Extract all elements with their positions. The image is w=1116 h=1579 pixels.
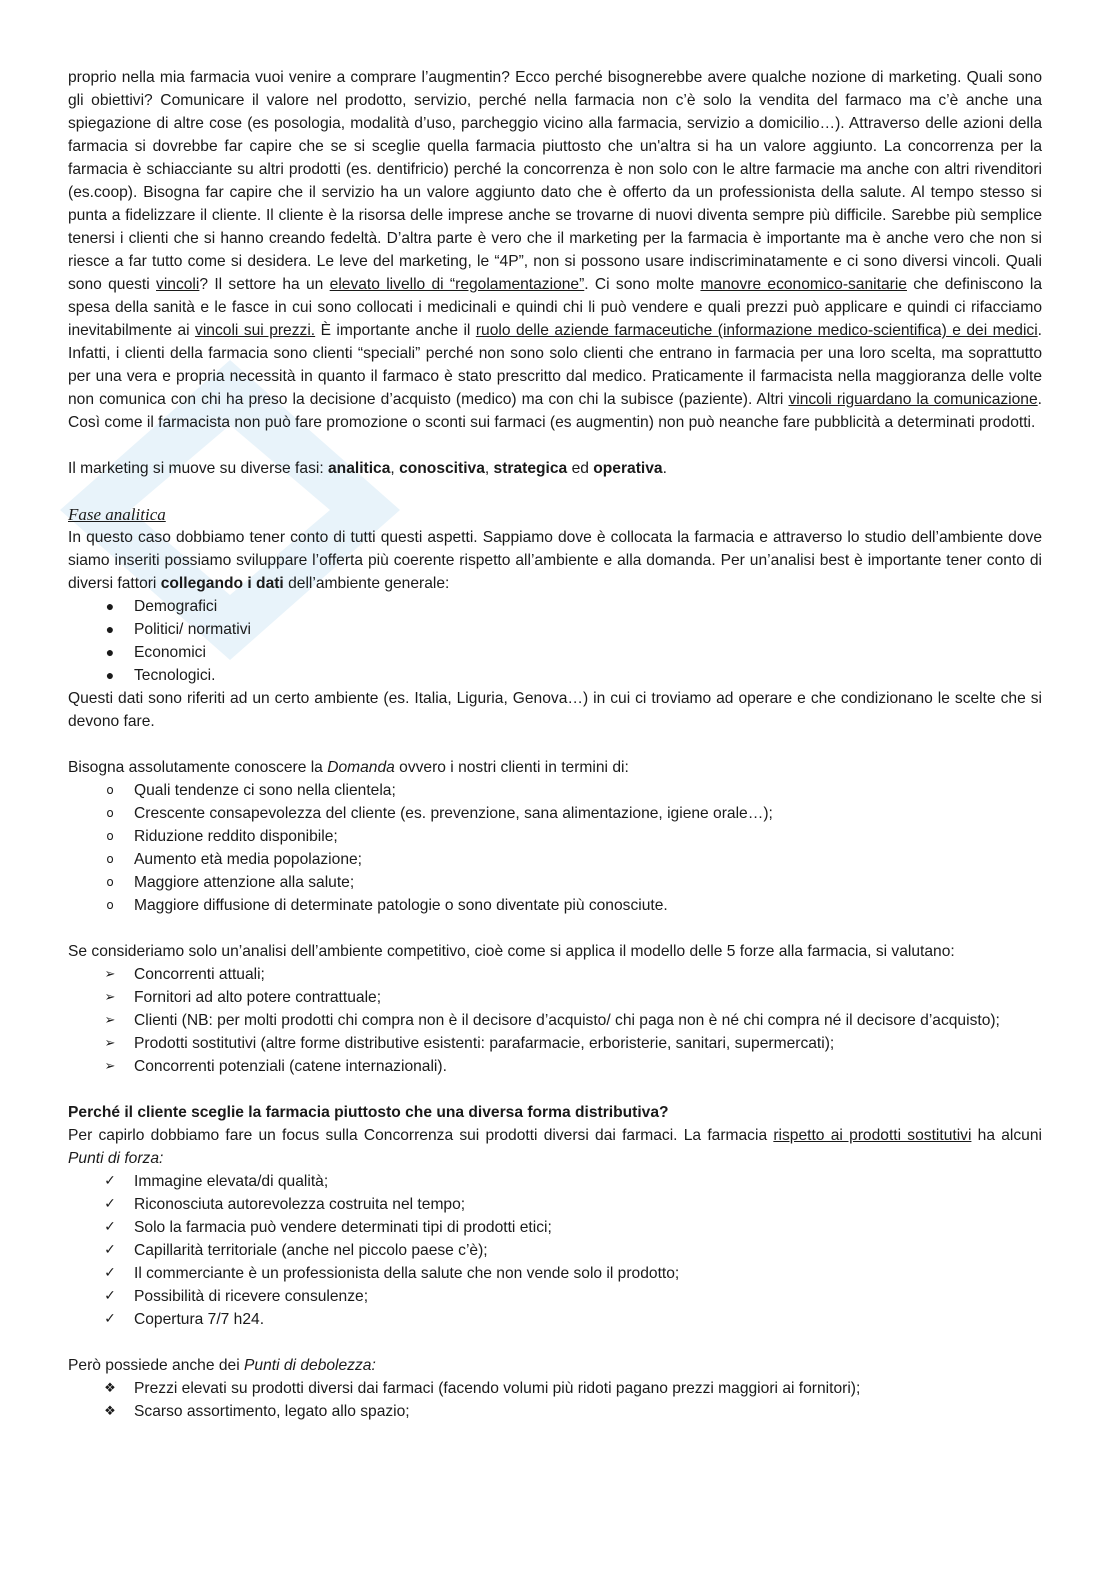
- strengths-list: [68, 1170, 1042, 1331]
- circle-bullet-icon: o: [106, 829, 114, 843]
- weaknesses-list: [68, 1377, 1042, 1423]
- list-item: ✓ Copertura 7/7 h24.: [68, 1308, 1042, 1331]
- check-icon: ✓: [104, 1196, 116, 1212]
- list-item: ● Tecnologici.: [68, 664, 1042, 687]
- list-item: ● Demografici: [68, 595, 1042, 618]
- underline-regolamentazione: elevato livello di “regolamentazione”: [329, 276, 585, 293]
- list-item: o Quali tendenze ci sono nella clientela;: [68, 779, 1042, 802]
- check-icon: ✓: [104, 1173, 116, 1189]
- underline-prezzi: vincoli sui prezzi.: [195, 322, 316, 339]
- list-item: ● Economici: [68, 641, 1042, 664]
- list-item: ✓ Solo la farmacia può vendere determinati tipi di prodotti etici;: [68, 1216, 1042, 1239]
- check-icon: ✓: [104, 1242, 116, 1258]
- list-item: ❖ Prezzi elevati su prodotti diversi dai farmaci (facendo volumi più ridoti pagano prezzi maggiori ai fornitori);: [68, 1377, 1042, 1400]
- check-icon: ✓: [104, 1265, 116, 1281]
- circle-bullet-icon: o: [106, 852, 114, 866]
- list-item: ✓ Riconosciuta autorevolezza costruita nel tempo;: [68, 1193, 1042, 1216]
- underline-comunicazione: vincoli riguardano la comunicazione: [788, 391, 1038, 408]
- arrow-bullet-icon: ➢: [104, 1059, 116, 1074]
- intro-paragraph: proprio nella mia farmacia vuoi venire a comprare l’augmentin? Ecco perché bisognerebbe avere qualche nozione di marketing. Quali sono gli obiettivi? Comunicare il valore nel prodotto, servizio, perché nella farmacia non c’è solo la vendita del farmaco ma c’è anche una spiegazione di altre cose (es posologia, modalità d’uso, parcheggio vicino alla farmacia, servizio a domicilio…). Attraverso delle azioni della farmacia si dovrebbe far capire che se si sceglie quella farmacia piuttosto che un'altra si ha un valore aggiunto. La concorrenza per la farmacia è schiacciante su altri prodotti (es. dentifricio) perché la concorrenza è non solo con le altre farmacie ma anche con altri rivenditori (es.coop). Bisogna far capire che il servizio ha un valore aggiunto dato che è offerto da un professionista della salute. Al tempo stesso si punta a fidelizzare il cliente. Il cliente è la risorsa delle imprese anche se trovarne di nuovi diventa sempre più difficile. Sarebbe più semplice tenersi i clienti che si hanno creando fedeltà. D’altra parte è vero che il marketing per la farmacia è importante ma è anche vero che non si riesce a far tutto come si desidera. Le leve del marketing, le “4P”, non si possono usare indiscriminatamente e ci sono diversi vincoli. Quali sono questi vincoli? Il settore ha un elevato livello di “regolamentazione”. Ci sono molte manovre economico-sanitarie che definiscono la spesa della sanità e le fasce in cui sono collocati i medicinali e quindi chi li può vendere e quali prezzi può applicare e quindi ci rifacciamo inevitabilmente ai vincoli sui prezzi. È importante anche il ruolo delle aziende farmaceutiche (informazione medico-scientifica) e dei medici. Infatti, i clienti della farmacia sono clienti “speciali” perché non sono solo clienti che entrano in farmacia per una loro scelta, ma soprattutto per una vera e propria necessità in quanto il farmaco è stato prescritto dal medico. Praticamente il farmacista nella maggioranza delle volte non comunica con chi ha preso la decisione d’acquisto (medico) ma con chi la subisce (paziente). Altri vincoli riguardano la comunicazione. Così come il farmacista non può fare promozione o sconti sui farmaci (es augmentin) non può neanche fare pubblicità a determinati prodotti.: [68, 69, 1043, 431]
- perche-paragraph: Per capirlo dobbiamo fare un focus sulla Concorrenza sui prodotti diversi dai farmaci. La farmacia rispetto ai prodotti sostitutivi ha alcuni Punti di forza:: [68, 1127, 1042, 1167]
- underline-ruolo: ruolo delle aziende farmaceutiche (informazione medico-scientifica) e dei medici: [475, 322, 1038, 339]
- factors-note: Questi dati sono riferiti ad un certo ambiente (es. Italia, Liguria, Genova…) in cui ci troviamo ad operare e che condizionano le scelte che si devono fare.: [68, 690, 1042, 730]
- list-item: ➢ Concorrenti potenziali (catene internazionali).: [68, 1055, 1042, 1078]
- arrow-bullet-icon: ➢: [104, 990, 116, 1005]
- domanda-paragraph: Bisogna assolutamente conoscere la Domanda ovvero i nostri clienti in termini di:: [68, 759, 629, 776]
- document-page: [68, 66, 1042, 1423]
- list-item: ✓ Immagine elevata/di qualità;: [68, 1170, 1042, 1193]
- list-item: ✓ Capillarità territoriale (anche nel piccolo paese c’è);: [68, 1239, 1042, 1262]
- list-item: ✓ Possibilità di ricevere consulenze;: [68, 1285, 1042, 1308]
- phases-paragraph: Il marketing si muove su diverse fasi: analitica, conoscitiva, strategica ed operativa.: [68, 460, 667, 477]
- bullet-icon: ●: [105, 644, 115, 660]
- list-item: ✓ Il commerciante è un professionista della salute che non vende solo il prodotto;: [68, 1262, 1042, 1285]
- link-vincoli: vincoli: [156, 276, 200, 293]
- list-item: ❖ Scarso assortimento, legato allo spazio;: [68, 1400, 1042, 1423]
- factors-list: [68, 595, 1042, 687]
- list-item: o Maggiore attenzione alla salute;: [68, 871, 1042, 894]
- fase-analitica-paragraph: In questo caso dobbiamo tener conto di tutti questi aspetti. Sappiamo dove è collocata la farmacia e attraverso lo studio dell’ambiente dove siamo inseriti possiamo sviluppare l’offerta più coerente rispetto all’ambiente e alla domanda. Per un’analisi best è importante tener conto di diversi fattori collegando i dati dell’ambiente generale:: [68, 529, 1042, 592]
- underline-sostitutivi: rispetto ai prodotti sostitutivi: [773, 1127, 972, 1144]
- list-item: o Riduzione reddito disponibile;: [68, 825, 1042, 848]
- debolezza-paragraph: Però possiede anche dei Punti di debolezza:: [68, 1357, 376, 1374]
- circle-bullet-icon: o: [106, 783, 114, 797]
- domanda-list: [68, 779, 1042, 917]
- list-item: ➢ Clienti (NB: per molti prodotti chi compra non è il decisore d’acquisto/ chi paga non è né chi compra né il decisore d’acquisto);: [68, 1009, 1042, 1032]
- circle-bullet-icon: o: [106, 898, 114, 912]
- arrow-bullet-icon: ➢: [104, 1013, 116, 1028]
- diamond-bullet-icon: ❖: [104, 1404, 116, 1419]
- bullet-icon: ●: [105, 598, 115, 614]
- check-icon: ✓: [104, 1311, 116, 1327]
- forze-paragraph: Se consideriamo solo un’analisi dell’ambiente competitivo, cioè come si applica il modello delle 5 forze alla farmacia, si valutano:: [68, 943, 955, 960]
- underline-manovre: manovre economico-sanitarie: [700, 276, 907, 293]
- check-icon: ✓: [104, 1219, 116, 1235]
- bullet-icon: ●: [105, 621, 115, 637]
- arrow-bullet-icon: ➢: [104, 967, 116, 982]
- list-item: o Crescente consapevolezza del cliente (es. prevenzione, sana alimentazione, igiene orale…);: [68, 802, 1042, 825]
- section-title-fase-analitica: Fase analitica: [68, 505, 166, 524]
- list-item: o Aumento età media popolazione;: [68, 848, 1042, 871]
- forze-list: [68, 963, 1042, 1078]
- arrow-bullet-icon: ➢: [104, 1036, 116, 1051]
- diamond-bullet-icon: ❖: [104, 1381, 116, 1396]
- list-item: ➢ Prodotti sostitutivi (altre forme distributive esistenti: parafarmacie, erboristerie, sanitari, supermercati);: [68, 1032, 1042, 1055]
- list-item: o Maggiore diffusione di determinate patologie o sono diventate più conosciute.: [68, 894, 1042, 917]
- list-item: ➢ Fornitori ad alto potere contrattuale;: [68, 986, 1042, 1009]
- list-item: ● Politici/ normativi: [68, 618, 1042, 641]
- circle-bullet-icon: o: [106, 806, 114, 820]
- list-item: ➢ Concorrenti attuali;: [68, 963, 1042, 986]
- circle-bullet-icon: o: [106, 875, 114, 889]
- check-icon: ✓: [104, 1288, 116, 1304]
- bullet-icon: ●: [105, 667, 115, 683]
- perche-heading: Perché il cliente sceglie la farmacia piuttosto che una diversa forma distributiva?: [68, 1104, 669, 1121]
